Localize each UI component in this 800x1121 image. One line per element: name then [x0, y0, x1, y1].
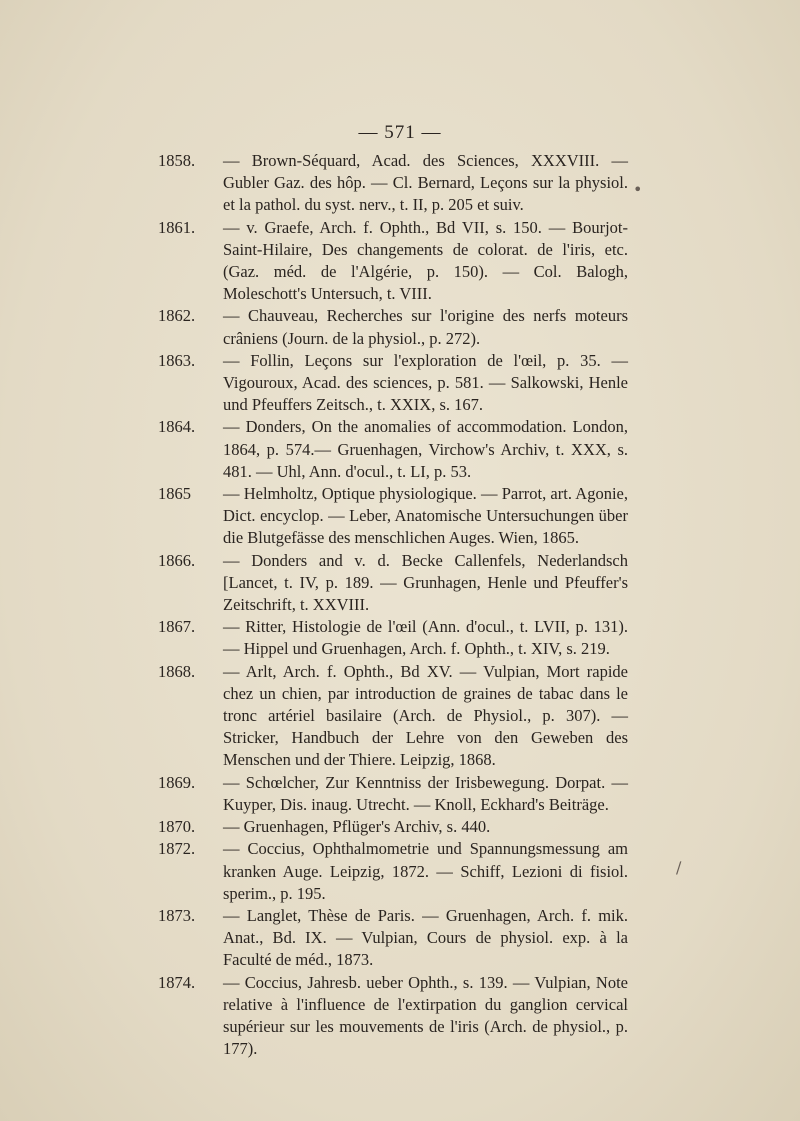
entry-text: — Follin, Leçons sur l'exploration de l'œil, p. 35. — Vigouroux, Acad. des sciences, p. 581. — Salkowski, Henle und Pfeuffers Zeitsch., t. XXIX, s. 167.	[223, 350, 628, 415]
bibliography-entry	[158, 483, 628, 550]
entry-text: — Schœlcher, Zur Kenntniss der Irisbewegung. Dorpat. — Kuyper, Dis. inaug. Utrecht. — Knoll, Eckhard's Beiträge.	[223, 772, 628, 814]
entry-text: — Gruenhagen, Pflüger's Archiv, s. 440.	[223, 817, 491, 837]
entry-text: — Coccius, Ophthalmometrie und Spannungsmessung am kranken Auge. Leipzig, 1872. — Schiff, Lezioni di fisiol. sperim., p. 195.	[223, 839, 628, 903]
margin-mark: •	[633, 180, 643, 199]
entry-text: — Ritter, Histologie de l'œil (Ann. d'ocul., t. LVII, p. 131). — Hippel und Gruenhagen, Arch. f. Ophth., t. XIV, s. 219.	[223, 617, 628, 659]
entry-text: — Chauveau, Recherches sur l'origine des nerfs moteurs crâniens (Journ. de la physiol., p. 272).	[223, 306, 628, 348]
entry-year: 1862.	[158, 306, 196, 326]
entry-text: — Brown-Séquard, Acad. des Sciences, XXXVIII. — Gubler Gaz. des hôp. — Cl. Bernard, Leçons sur la physiol. et la pathol. du syst. nerv., t. II, p. 205 et suiv.	[223, 151, 628, 215]
bibliography-entry	[158, 217, 628, 306]
entry-text: — Coccius, Jahresb. ueber Ophth., s. 139. — Vulpian, Note relative à l'influence de l'extirpation du ganglion cervical supérieur sur les mouvements de l'iris (Arch. de physiol., p. 177).	[223, 972, 628, 1059]
bibliography-entry	[158, 838, 628, 905]
bibliography-entry	[158, 416, 628, 483]
entry-year: 1868.	[158, 661, 196, 681]
entry-text: — Helmholtz, Optique physiologique. — Parrot, art. Agonie, Dict. encyclop. — Leber, Anatomische Untersuchungen über die Blutgefässe des menschlichen Auges. Wien, 1865.	[223, 484, 628, 548]
entry-year: 1863.	[158, 350, 196, 370]
entry-text: — Langlet, Thèse de Paris. — Gruenhagen, Arch. f. mik. Anat., Bd. IX. — Vulpian, Cours de physiol. exp. à la Faculté de méd., 1873.	[223, 905, 628, 970]
entry-year: 1866.	[158, 550, 196, 570]
entry-text: — v. Graefe, Arch. f. Ophth., Bd VII, s. 150. — Bourjot-Saint-Hilaire, Des changements de colorat. de l'iris, etc. (Gaz. méd. de l'Algérie, p. 150). — Col. Balogh, Moleschott's Untersuch, t. VIII.	[223, 217, 628, 304]
entry-year: 1867.	[158, 617, 196, 637]
bibliography-entry	[158, 905, 628, 972]
entry-year: 1870.	[158, 817, 196, 837]
entry-year: 1864.	[158, 417, 196, 437]
bibliography-entry	[158, 972, 628, 1061]
bibliography-entry	[158, 305, 628, 349]
entry-year: 1873.	[158, 905, 196, 925]
entry-text: — Donders, On the anomalies of accommodation. London, 1864, p. 574.— Gruenhagen, Virchow's Archiv, t. XXX, s. 481. — Uhl, Ann. d'ocul., t. LI, p. 53.	[223, 417, 628, 481]
entry-year: 1872.	[158, 839, 196, 859]
entry-year: 1874.	[158, 972, 196, 992]
entry-year: 1858.	[158, 151, 196, 170]
entry-year: 1869.	[158, 772, 196, 792]
bibliography-entry	[158, 772, 628, 816]
entry-year: 1861.	[158, 217, 196, 237]
bibliography-entry	[158, 661, 628, 772]
bibliography-list	[158, 150, 628, 1060]
entry-text: — Arlt, Arch. f. Ophth., Bd XV. — Vulpian, Mort rapide chez un chien, par introduction de graines de tabac dans le tronc artériel basilaire (Arch. de Physiol., p. 307). — Stricker, Handbuch der Lehre von den Geweben des Menschen und der Thiere. Leipzig, 1868.	[223, 661, 628, 770]
bibliography-entry	[158, 816, 628, 838]
entry-year: 1865	[158, 484, 191, 504]
bibliography-entry	[158, 616, 628, 660]
margin-mark: ∕	[676, 858, 682, 877]
page-number: — 571 —	[358, 122, 442, 143]
bibliography-entry	[158, 550, 628, 617]
entry-text: — Donders and v. d. Becke Callenfels, Nederlandsch [Lancet, t. IV, p. 189. — Grunhagen, Henle und Pfeuffer's Zeitschrift, t. XXVIII.	[223, 550, 628, 615]
bibliography-entry	[158, 150, 628, 217]
bibliography-entry	[158, 350, 628, 417]
